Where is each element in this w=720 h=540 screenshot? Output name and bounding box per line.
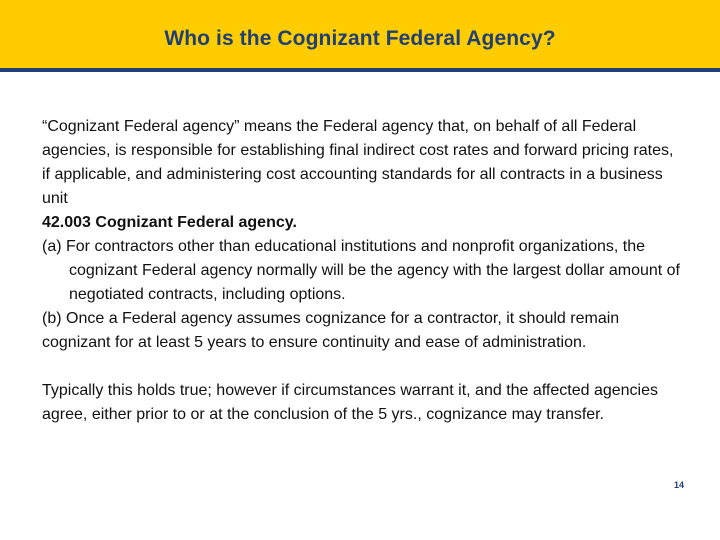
regulation-heading: 42.003 Cognizant Federal agency. xyxy=(42,214,297,231)
definition-paragraph: “Cognizant Federal agency” means the Federal agency that, on behalf of all Federal agencies, is responsible for establishing final indirect cost rates and forward pricing rates, if applicable, and administering cost accounting standards for all contracts in a business unit xyxy=(42,118,674,207)
page-number: 14 xyxy=(673,480,684,490)
clause-b: (b) Once a Federal agency assumes cognizance for a contractor, it should remain cognizant for at least 5 years to ensure continuity and ease of administration. xyxy=(42,310,620,351)
paragraph-gap xyxy=(42,355,682,379)
closing-note: Typically this holds true; however if circumstances warrant it, and the affected agencies agree, either prior to or at the conclusion of the 5 yrs., cognizance may transfer. xyxy=(42,382,659,423)
clause-a: (a) For contractors other than educational institutions and nonprofit organizations, the cognizant Federal agency normally will be the agency with the largest dollar amount of negotiated contracts, including options. xyxy=(42,238,680,303)
slide-body xyxy=(42,115,682,427)
header-divider xyxy=(0,68,720,72)
slide-title: Who is the Cognizant Federal Agency? xyxy=(164,27,556,50)
